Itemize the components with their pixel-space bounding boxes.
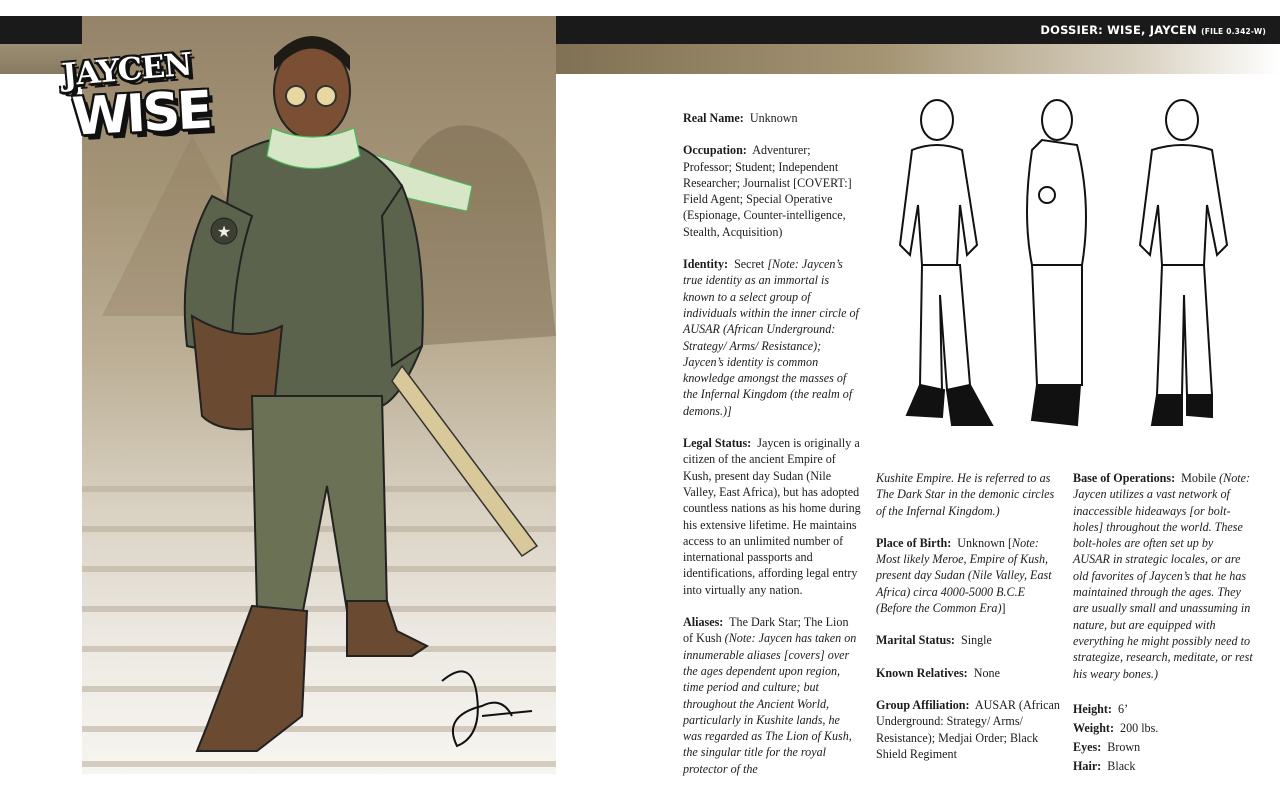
identity-value: Secret: [734, 257, 765, 272]
known-relatives-value: None: [973, 665, 1000, 680]
field-base-of-operations: [1073, 470, 1253, 682]
field-weight: [1073, 719, 1253, 738]
weight-label: Weight:: [1073, 720, 1114, 735]
real-name-value: Unknown: [749, 111, 798, 125]
identity-label: Identity:: [683, 257, 729, 272]
dossier-column-1: [683, 110, 861, 793]
hair-value: Black: [1107, 758, 1136, 773]
field-group-affiliation: [876, 697, 1060, 762]
place-of-birth-bracket-open: [: [1008, 535, 1013, 550]
goggle-left: [286, 86, 306, 106]
place-of-birth-bracket-close: ]: [1001, 601, 1006, 616]
eyes-value: Brown: [1107, 739, 1141, 754]
height-value: 6’: [1118, 701, 1129, 716]
weight-value: 200 lbs.: [1120, 720, 1159, 735]
logo-last-name: WISE: [70, 80, 212, 148]
eyes-label: Eyes:: [1073, 739, 1102, 754]
height-label: Height:: [1073, 701, 1112, 716]
dossier-title: [1040, 23, 1266, 37]
field-hair: [1073, 757, 1253, 776]
legal-status-label: Legal Status:: [683, 436, 752, 451]
field-known-relatives: [876, 665, 1060, 681]
sketch-back: [1140, 100, 1227, 425]
physical-stats: [1073, 700, 1253, 776]
field-real-name: [683, 110, 861, 126]
sketch-side: [1027, 100, 1086, 425]
aliases-label: Aliases:: [683, 615, 724, 630]
aliases-note: (Note: Jaycen has taken on innumerable aliases [covers] over the ages dependent upon region, time period and culture; but throughout the Ancient World, particularly in Kushite lands, he was regarded as The Lion of Kush, the singular title for the royal protector of the: [683, 631, 857, 776]
place-of-birth-label: Place of Birth:: [876, 535, 952, 550]
field-marital-status: [876, 632, 1060, 648]
field-aliases: [683, 614, 861, 777]
group-affiliation-label: Group Affiliation:: [876, 697, 970, 712]
base-of-operations-value: Mobile: [1181, 471, 1217, 485]
legal-status-value: Jaycen is originally a citizen of the ancient Empire of Kush, present day Sudan (Nile Valley, East Africa), but has adopted countless nations as his home during his extensive lifetime. He maintains access to an unlimited number of international passports and identifications, affording legal entry into virtually any nation.: [683, 436, 861, 597]
dossier-column-2: [876, 470, 1060, 778]
base-of-operations-note: (Note: Jaycen utilizes a vast network of inaccessible hideaways [or bolt-holes] throughout the world. These bolt-holes are often set up by AUSAR in strategic locales, or are old favorites of Jaycen’s that he has maintained through the ages. They are usually small and unassuming in nature, but are equipped with everything he might possibly need to strategize, research, meditate, or rest his weary bones.): [1073, 471, 1253, 681]
pants: [252, 396, 387, 616]
header-bar-left: [0, 16, 82, 44]
aliases-continued: [876, 470, 1060, 519]
goggle-right: [316, 86, 336, 106]
occupation-label: Occupation:: [683, 143, 747, 158]
group-affiliation-value: AUSAR (African Underground: Strategy/ Arms/ Resistance); Medjai Order; Black Shield Regiment: [876, 697, 1060, 761]
artist-signature: [442, 671, 532, 746]
occupation-value: Adventurer; Professor; Student; Independent Researcher; Journalist [COVERT:] Field Agent; Special Operative (Espionage, Counter-intelligence, Stealth, Acquisition): [683, 143, 852, 239]
dossier-name: DOSSIER: WISE, JAYCEN: [1040, 23, 1197, 37]
accent-bar: [556, 44, 1280, 74]
star-icon: ★: [216, 222, 232, 241]
field-occupation: [683, 142, 861, 240]
character-turnaround-sketches: [882, 95, 1262, 445]
field-height: [1073, 700, 1253, 719]
sketch-front: [900, 100, 992, 425]
place-of-birth-note: Note: Most likely Meroe, Empire of Kush, present day Sudan (Nile Valley, East Africa) circa 4000-5000 B.C.E (Before the Common Era): [876, 535, 1052, 616]
place-of-birth-value: Unknown: [957, 535, 1005, 550]
file-number: (FILE 0.342-W): [1201, 27, 1266, 36]
aliases-note-continued: Kushite Empire. He is referred to as The Dark Star in the demonic circles of the Infernal Kingdom.): [876, 471, 1055, 518]
field-identity: [683, 256, 861, 419]
marital-status-value: Single: [960, 633, 992, 648]
marital-status-label: Marital Status:: [876, 633, 955, 648]
identity-note: [Note: Jaycen’s true identity as an immortal is known to a select group of individuals within the inner circle of AUSAR (African Underground: Strategy/ Arms/ Resistance); Jaycen’s identity is common knowledge amongst the masses of the Infernal Kingdom (the realm of demons.)]: [683, 257, 859, 418]
hair-label: Hair:: [1073, 758, 1102, 773]
base-of-operations-label: Base of Operations:: [1073, 471, 1176, 485]
known-relatives-label: Known Relatives:: [876, 665, 968, 680]
dossier-column-3: [1073, 470, 1253, 776]
aliases-value: The Dark Star; The Lion of Kush: [683, 615, 849, 646]
real-name-label: Real Name:: [683, 111, 744, 125]
logo-first-name: JAYCEN: [60, 46, 193, 94]
field-eyes: [1073, 738, 1253, 757]
field-legal-status: [683, 435, 861, 598]
field-place-of-birth: [876, 535, 1060, 616]
character-logo: [52, 48, 212, 146]
